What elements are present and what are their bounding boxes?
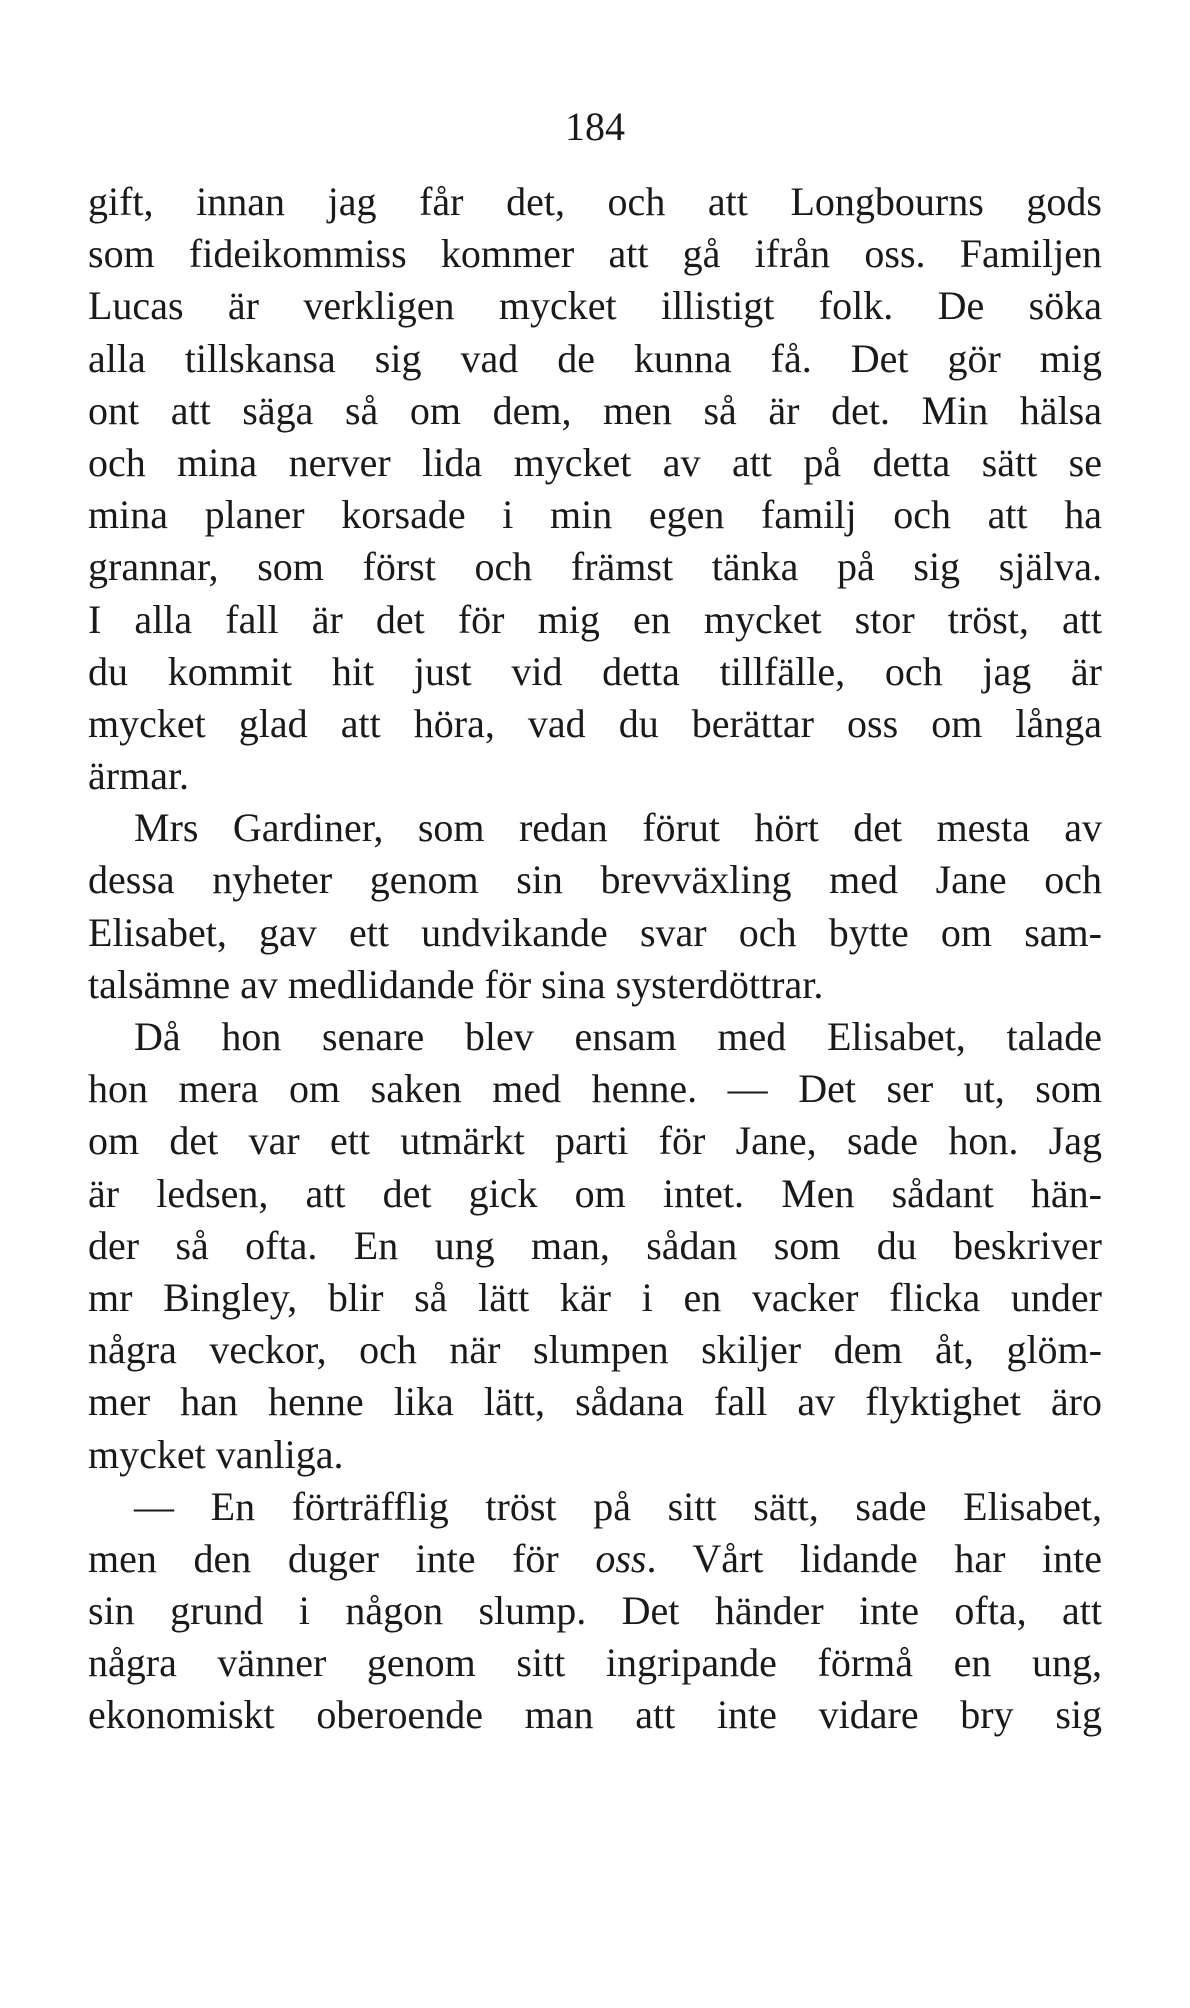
text-line: ärmar. xyxy=(88,753,190,799)
text-line: dessa nyheter genom sin brevväxling med Jane och xyxy=(88,857,1102,903)
text-line: ont att säga så om dem, men så är det. Min hälsa xyxy=(88,387,1102,433)
text-line: Elisabet, gav ett undvikande svar och bytte om sam- xyxy=(88,909,1102,955)
text-line: mina planer korsade i min egen familj och att ha xyxy=(88,492,1102,538)
text-line: och mina nerver lida mycket av att på detta sätt se xyxy=(88,439,1102,485)
text-line: grannar, som först och främst tänka på sig själva. xyxy=(88,544,1102,590)
page-number: 184 xyxy=(565,104,625,149)
text-line-with-italic xyxy=(88,1533,1102,1585)
text-line: talsämne av medlidande för sina systerdöttrar. xyxy=(88,961,824,1007)
text-line: några vänner genom sitt ingripande förmå en ung, xyxy=(88,1640,1102,1686)
paragraph-start-line: Då hon senare blev ensam med Elisabet, talade xyxy=(134,1014,1102,1059)
text-line: är ledsen, att det gick om intet. Men sådant hän- xyxy=(88,1170,1102,1216)
text-line: mer han henne lika lätt, sådana fall av flyktighet äro xyxy=(88,1379,1102,1425)
text-line: om det var ett utmärkt parti för Jane, sade hon. Jag xyxy=(88,1118,1102,1164)
text-line: alla tillskansa sig vad de kunna få. Det gör mig xyxy=(88,335,1102,381)
text-line: mycket glad att höra, vad du berättar oss om långa xyxy=(88,700,1102,746)
text-line: I alla fall är det för mig en mycket stor tröst, att xyxy=(88,596,1102,642)
text-line: som fideikommiss kommer att gå ifrån oss. Familjen xyxy=(88,231,1102,277)
text-line: du kommit hit just vid detta tillfälle, och jag är xyxy=(88,648,1102,694)
text-line: mr Bingley, blir så lätt kär i en vacker flicka under xyxy=(88,1274,1102,1320)
text-line: der så ofta. En ung man, sådan som du beskriver xyxy=(88,1222,1102,1268)
text-line: några veckor, och när slumpen skiljer dem åt, glöm- xyxy=(88,1327,1102,1373)
text-line: Lucas är verkligen mycket illistigt folk. De söka xyxy=(88,283,1102,329)
body-text xyxy=(88,176,1102,1742)
text-line: mycket vanliga. xyxy=(88,1431,344,1477)
text-line: sin grund i någon slump. Det händer inte ofta, att xyxy=(88,1588,1102,1634)
italic-word: oss xyxy=(595,1535,647,1581)
text-line: gift, innan jag får det, och att Longbourns gods xyxy=(88,179,1102,224)
paragraph-start-line: — En förträfflig tröst på sitt sätt, sade Elisabet, xyxy=(134,1483,1102,1529)
paragraph-start-line: Mrs Gardiner, som redan förut hört det mesta av xyxy=(134,805,1102,851)
text-line: hon mera om saken med henne. — Det ser ut, som xyxy=(88,1066,1102,1112)
text-segment: men den duger inte för xyxy=(88,1535,596,1581)
text-segment: . Vårt lidande har inte xyxy=(646,1535,1102,1581)
text-line: ekonomiskt oberoende man att inte vidare bry sig xyxy=(88,1692,1102,1738)
